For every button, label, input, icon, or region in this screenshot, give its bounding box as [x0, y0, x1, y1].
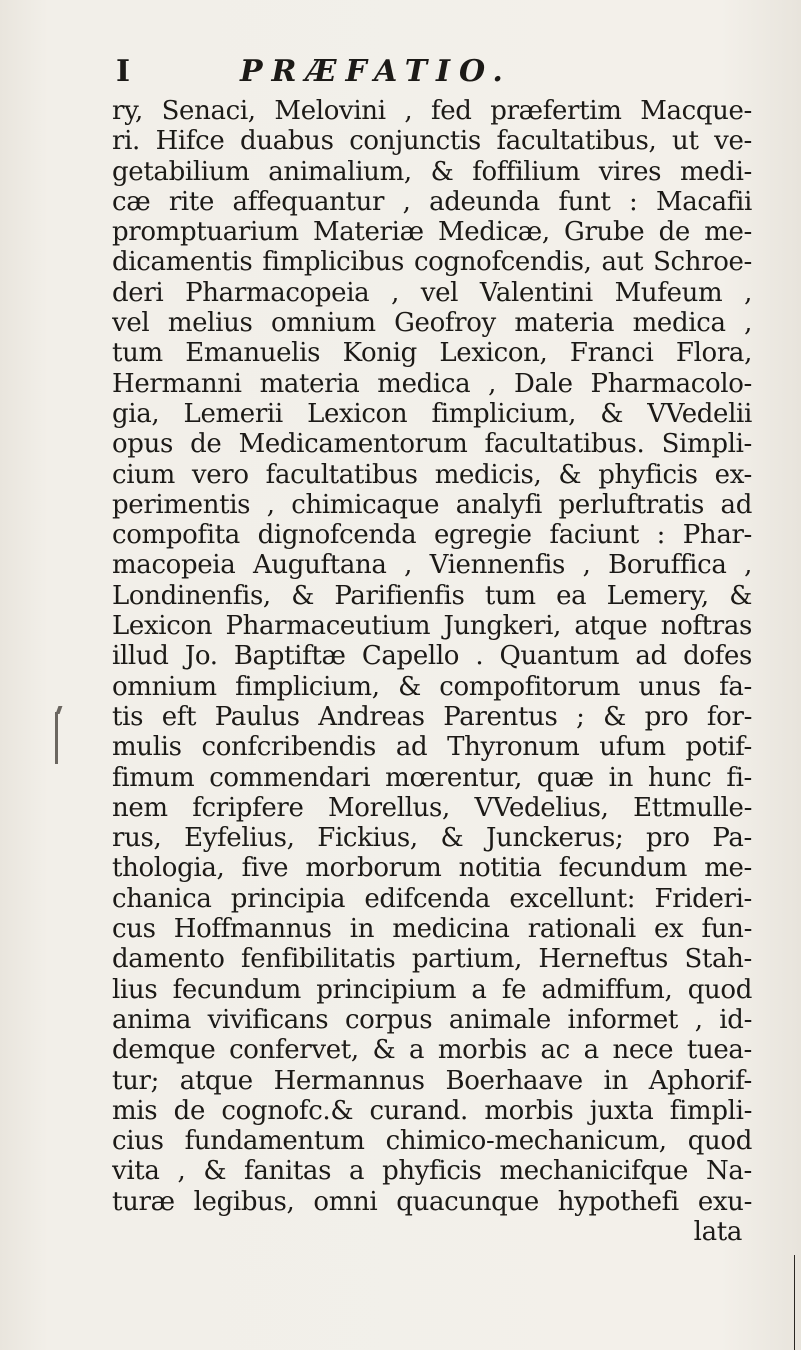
text-line: ri. Hifce duabus conjunctis facultatibus, ut ve-: [112, 126, 752, 157]
text-line: cæ rite affequantur , adeunda funt : Macafii: [112, 186, 752, 217]
body-text: [112, 96, 752, 1247]
text-line: chanica principia edifcenda excellunt: Frideri-: [112, 883, 752, 914]
text-line: anima vivificans corpus animale informet , id-: [112, 1004, 752, 1035]
text-line: tum Emanuelis Konig Lexicon, Franci Flora,: [112, 338, 752, 369]
running-title: PRÆFATIO.: [240, 54, 512, 89]
text-line: cium vero facultatibus medicis, & phyficis ex-: [112, 459, 752, 490]
text-line: damento fenfibilitatis partium, Herneftus Stah-: [112, 944, 752, 975]
text-line: mulis confcribendis ad Thyronum ufum potif-: [112, 732, 752, 763]
text-line: lius fecundum principium a fe admiffum, quod: [112, 974, 752, 1005]
text-line: getabilium animalium, & foffilium vires medi-: [112, 156, 752, 187]
margin-mark: [55, 712, 58, 764]
text-line: turæ legibus, omni quacunque hypothefi exu-: [112, 1186, 752, 1217]
running-head: [0, 52, 801, 92]
text-line: Lexicon Pharmaceutium Jungkeri, atque noftras: [112, 611, 752, 642]
text-line: deri Pharmacopeia , vel Valentini Mufeum ,: [112, 277, 752, 308]
text-line: tur; atque Hermannus Boerhaave in Aphorif-: [112, 1065, 752, 1096]
text-line: rus, Eyfelius, Fickius, & Junckerus; pro Pa-: [112, 823, 752, 854]
text-line: omnium fimplicium, & compofitorum unus fa-: [112, 671, 752, 702]
text-line: dicamentis fimplicibus cognofcendis, aut Schroe-: [112, 247, 752, 278]
text-line: opus de Medicamentorum facultatibus. Simpli-: [112, 429, 752, 460]
page-edge-line: [794, 1255, 795, 1350]
text-line: lata: [693, 1216, 742, 1247]
text-line: fimum commendari mœrentur, quæ in hunc fi-: [112, 762, 752, 793]
text-line: macopeia Auguftana , Viennenfis , Boruffica ,: [112, 550, 752, 581]
text-line: gia, Lemerii Lexicon fimplicium, & VVedelii: [112, 398, 752, 429]
text-line: compofita dignofcenda egregie faciunt : Phar-: [112, 520, 752, 551]
text-line: mis de cognofc.& curand. morbis juxta fimpli-: [112, 1095, 752, 1126]
text-line: vel melius omnium Geofroy materia medica ,: [112, 308, 752, 339]
text-line: vita , & fanitas a phyficis mechanicifque Na-: [112, 1156, 752, 1187]
text-line: illud Jo. Baptiftæ Capello . Quantum ad dofes: [112, 641, 752, 672]
text-line: perimentis , chimicaque analyfi perluftratis ad: [112, 489, 752, 520]
text-line: promptuarium Materiæ Medicæ, Grube de me-: [112, 217, 752, 248]
text-line: tis eft Paulus Andreas Parentus ; & pro for-: [112, 701, 752, 732]
text-line: demque confervet, & a morbis ac a nece tuea-: [112, 1035, 752, 1066]
text-line: ry, Senaci, Melovini , fed præfertim Macque-: [112, 96, 752, 126]
text-line: cus Hoffmannus in medicina rationali ex fun-: [112, 914, 752, 945]
text-line: Londinenfis, & Parifienfis tum ea Lemery, &: [112, 580, 752, 611]
text-line: nem fcripfere Morellus, VVedelius, Ettmulle-: [112, 792, 752, 823]
text-line: thologia, five morborum notitia fecundum me-: [112, 853, 752, 884]
page-number: I: [116, 54, 131, 89]
text-line: Hermanni materia medica , Dale Pharmacolo-: [112, 368, 752, 399]
text-line: cius fundamentum chimico-mechanicum, quod: [112, 1126, 752, 1157]
